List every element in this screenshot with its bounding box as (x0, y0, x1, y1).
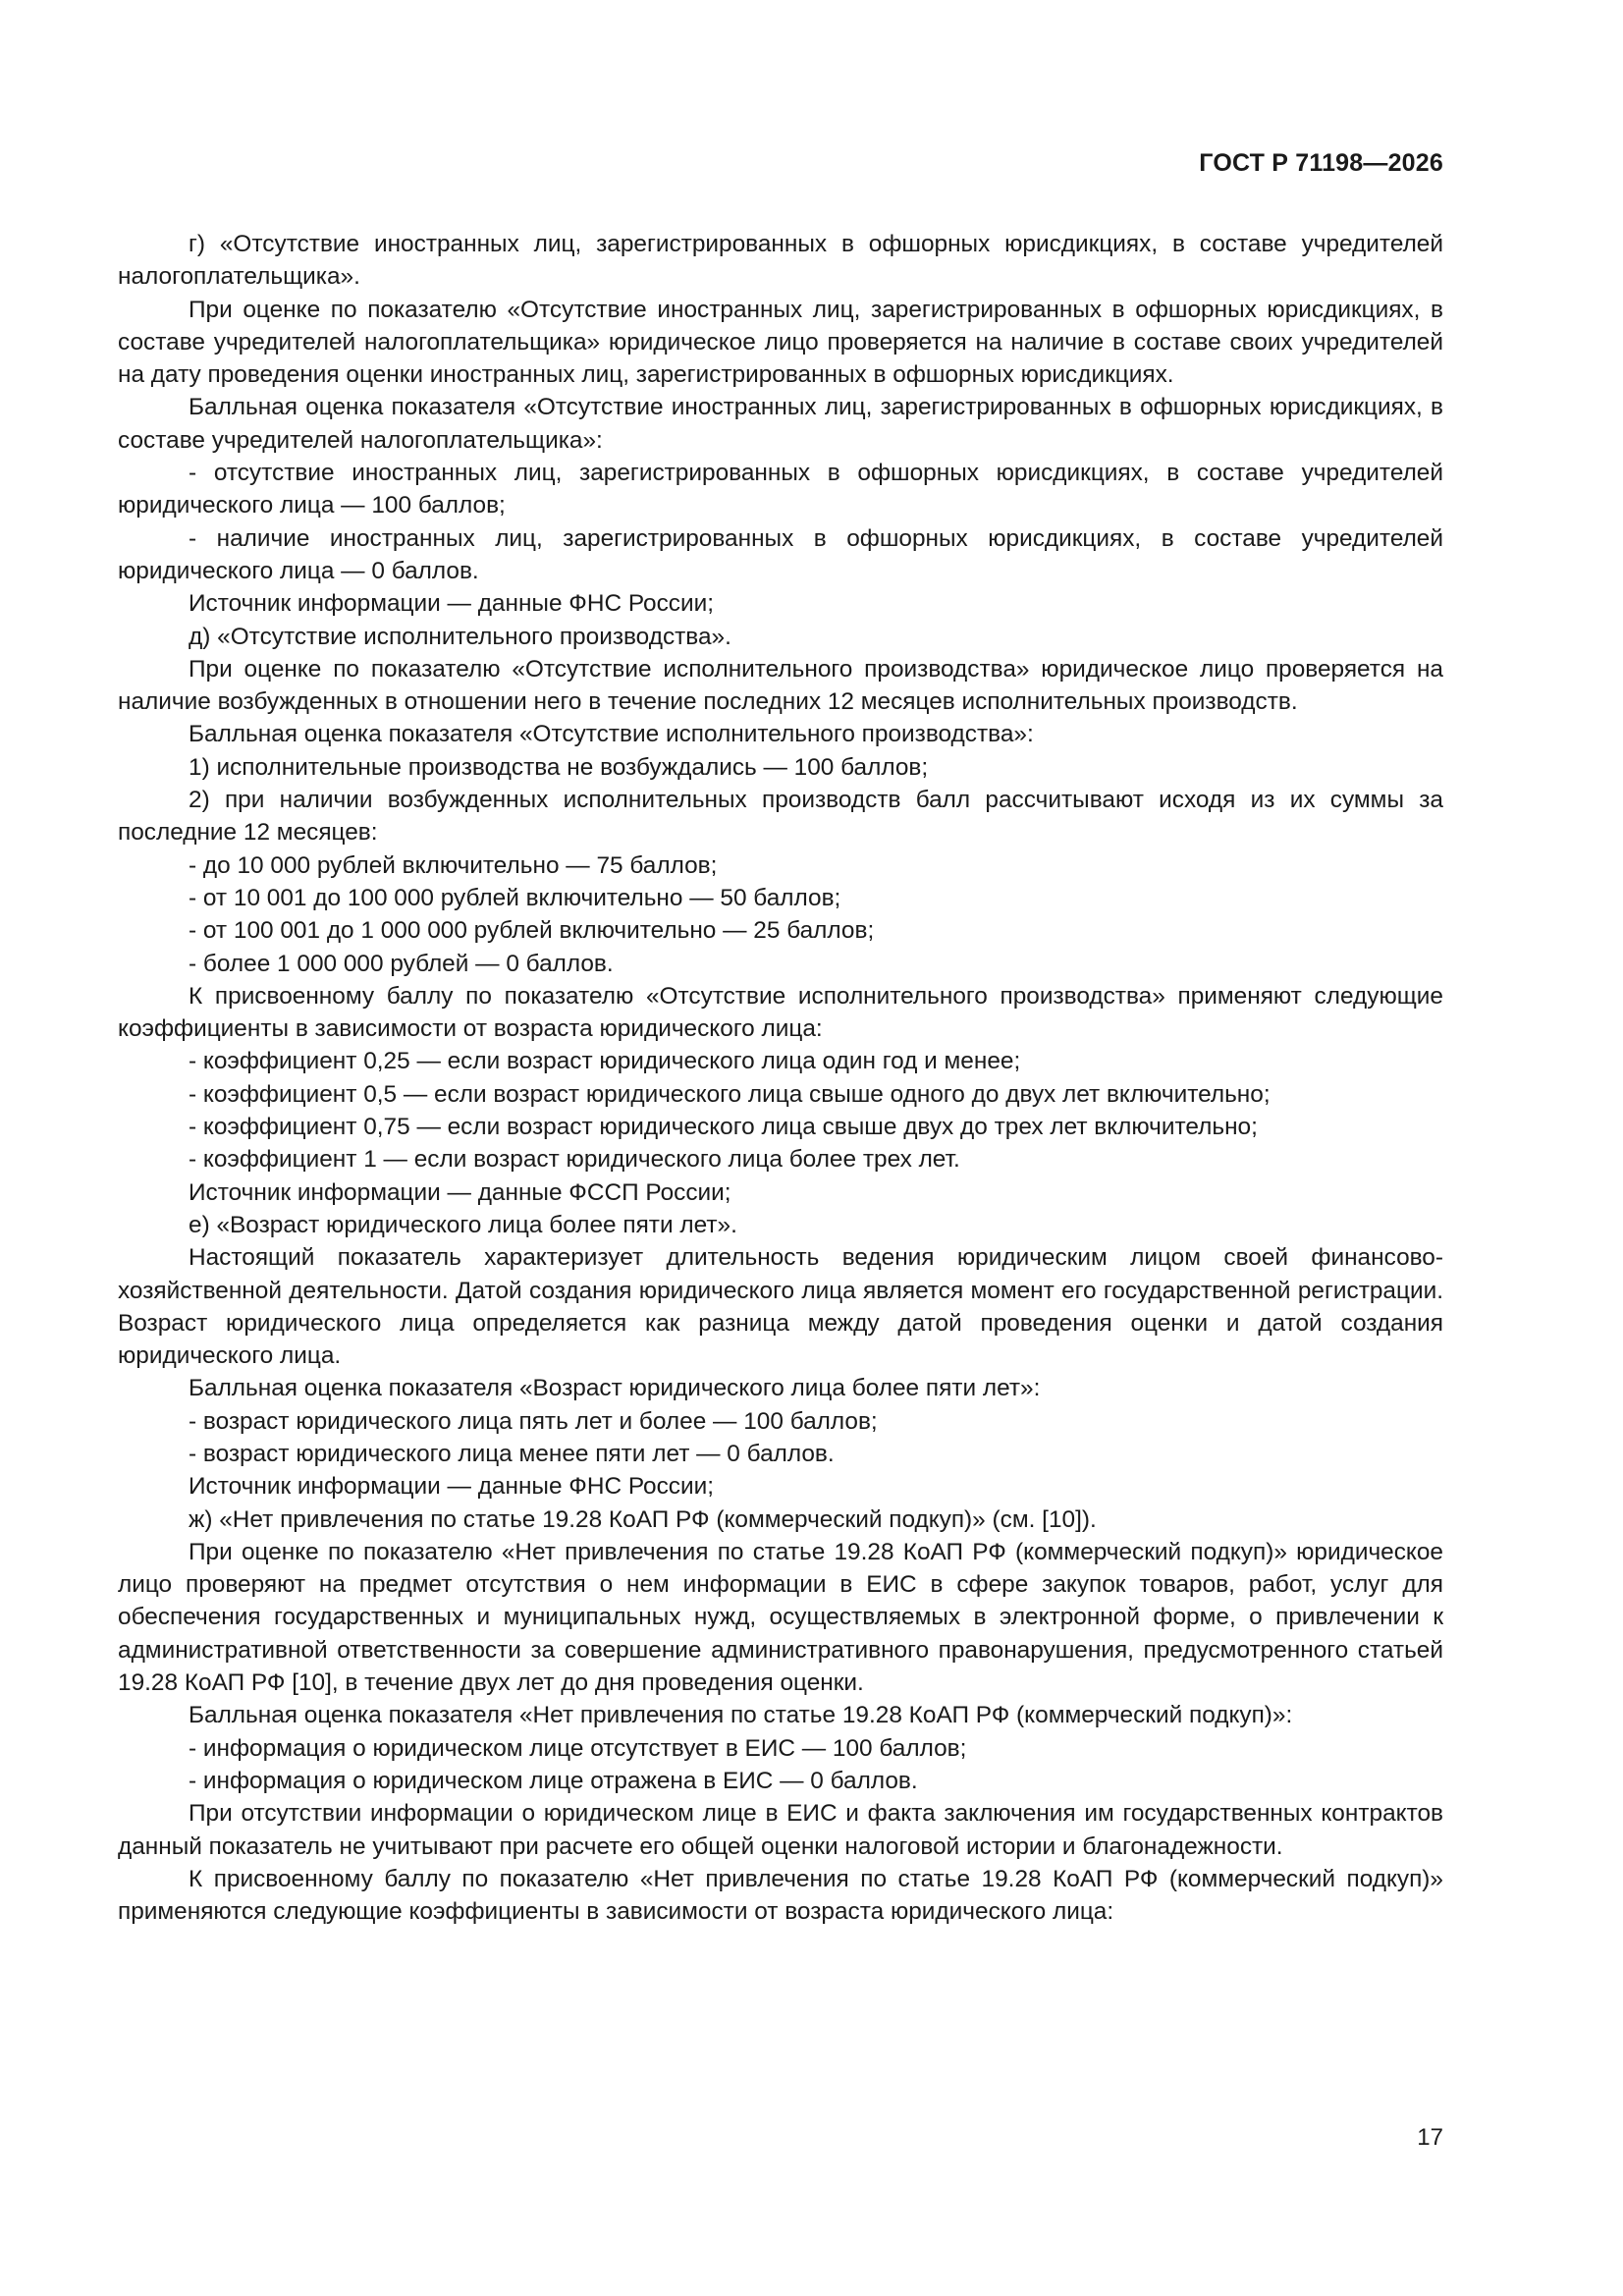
paragraph: Балльная оценка показателя «Отсутствие исполнительного производства»: (189, 721, 1034, 748)
paragraph: К присвоенному баллу по показателю «Нет привлечения по статье 19.28 КоАП РФ (коммерческий подкуп)» применяются следующие коэффициенты в зависимости от возраста юридического лица: (118, 1865, 1443, 1926)
paragraph: Источник информации — данные ФНС России; (189, 1473, 715, 1501)
list-item: - от 10 001 до 100 000 рублей включительно — 50 баллов; (189, 884, 841, 911)
list-item: - коэффициент 0,5 — если возраст юридического лица свыше одного до двух лет включительно; (189, 1080, 1271, 1108)
document-body (118, 228, 1443, 1928)
list-item: - отсутствие иностранных лиц, зарегистрированных в офшорных юрисдикциях, в составе учредителей юридического лица — 100 баллов; (118, 460, 1443, 519)
paragraph: ж) «Нет привлечения по статье 19.28 КоАП РФ (коммерческий подкуп)» (см. [10]). (189, 1505, 1097, 1533)
list-item: - коэффициент 0,75 — если возраст юридического лица свыше двух до трех лет включительно; (189, 1114, 1258, 1141)
list-item: - возраст юридического лица менее пяти лет — 0 баллов. (189, 1440, 835, 1467)
paragraph: При оценке по показателю «Нет привлечения по статье 19.28 КоАП РФ (коммерческий подкуп)» юридическое лицо проверяют на предмет отсутствия о нем информации в ЕИС в сфере закупок товаров, работ, услуг для обеспечения государственных и муниципальных нужд, осуществляемых в электронной форме, о привлечении к административной ответственности за совершение административного правонарушения, предусмотренного статьей 19.28 КоАП РФ [10], в течение двух лет до дня проведения оценки. (118, 1538, 1443, 1697)
list-item: - коэффициент 0,25 — если возраст юридического лица один год и менее; (189, 1048, 1021, 1075)
list-item: 2) при наличии возбужденных исполнительных производств балл рассчитывают исходя из их суммы за последние 12 месяцев: (118, 787, 1443, 847)
document-code: ГОСТ Р 71198—2026 (1199, 149, 1443, 177)
paragraph: При оценке по показателю «Отсутствие иностранных лиц, зарегистрированных в офшорных юрисдикциях, в составе учредителей налогоплательщика» юридическое лицо проверяется на наличие в составе своих учредителей на дату проведения оценки иностранных лиц, зарегистрированных в офшорных юрисдикциях. (118, 296, 1443, 389)
paragraph: При оценке по показателю «Отсутствие исполнительного производства» юридическое лицо проверяется на наличие возбужденных в отношении него в течение последних 12 месяцев исполнительных производств. (118, 655, 1443, 716)
list-item: - более 1 000 000 рублей — 0 баллов. (189, 950, 614, 977)
page-number: 17 (1417, 2124, 1443, 2151)
list-item: - возраст юридического лица пять лет и более — 100 баллов; (189, 1407, 878, 1435)
list-item: 1) исполнительные производства не возбуждались — 100 баллов; (189, 753, 929, 781)
paragraph: Балльная оценка показателя «Отсутствие иностранных лиц, зарегистрированных в офшорных юрисдикциях, в составе учредителей налогоплательщика»: (118, 394, 1443, 454)
paragraph: г) «Отсутствие иностранных лиц, зарегистрированных в офшорных юрисдикциях, в составе учредителей налогоплательщика». (118, 231, 1443, 291)
paragraph: д) «Отсутствие исполнительного производства». (189, 623, 731, 650)
paragraph: Источник информации — данные ФССП России; (189, 1178, 731, 1206)
list-item: - наличие иностранных лиц, зарегистрированных в офшорных юрисдикциях, в составе учредителей юридического лица — 0 баллов. (118, 524, 1443, 584)
list-item: - информация о юридическом лице отражена в ЕИС — 0 баллов. (189, 1767, 918, 1794)
paragraph: Балльная оценка показателя «Возраст юридического лица более пяти лет»: (189, 1375, 1041, 1402)
list-item: - информация о юридическом лице отсутствует в ЕИС — 100 баллов; (189, 1734, 967, 1762)
paragraph: Балльная оценка показателя «Нет привлечения по статье 19.28 КоАП РФ (коммерческий подкуп)»: (189, 1702, 1293, 1729)
list-item: - до 10 000 рублей включительно — 75 баллов; (189, 851, 718, 879)
list-item: - от 100 001 до 1 000 000 рублей включительно — 25 баллов; (189, 917, 875, 945)
paragraph: Настоящий показатель характеризует длительность ведения юридическим лицом своей финансово-хозяйственной деятельности. Датой создания юридического лица является момент его государственной регистрации. Возраст юридического лица определяется как разница между датой проведения оценки и датой создания юридического лица. (118, 1244, 1443, 1370)
paragraph: е) «Возраст юридического лица более пяти лет». (189, 1211, 737, 1238)
paragraph: При отсутствии информации о юридическом лице в ЕИС и факта заключения им государственных контрактов данный показатель не учитывают при расчете его общей оценки налоговой истории и благонадежности. (118, 1800, 1443, 1860)
paragraph: К присвоенному баллу по показателю «Отсутствие исполнительного производства» применяют следующие коэффициенты в зависимости от возраста юридического лица: (118, 982, 1443, 1043)
paragraph: Источник информации — данные ФНС России; (189, 590, 715, 618)
list-item: - коэффициент 1 — если возраст юридического лица более трех лет. (189, 1146, 960, 1174)
